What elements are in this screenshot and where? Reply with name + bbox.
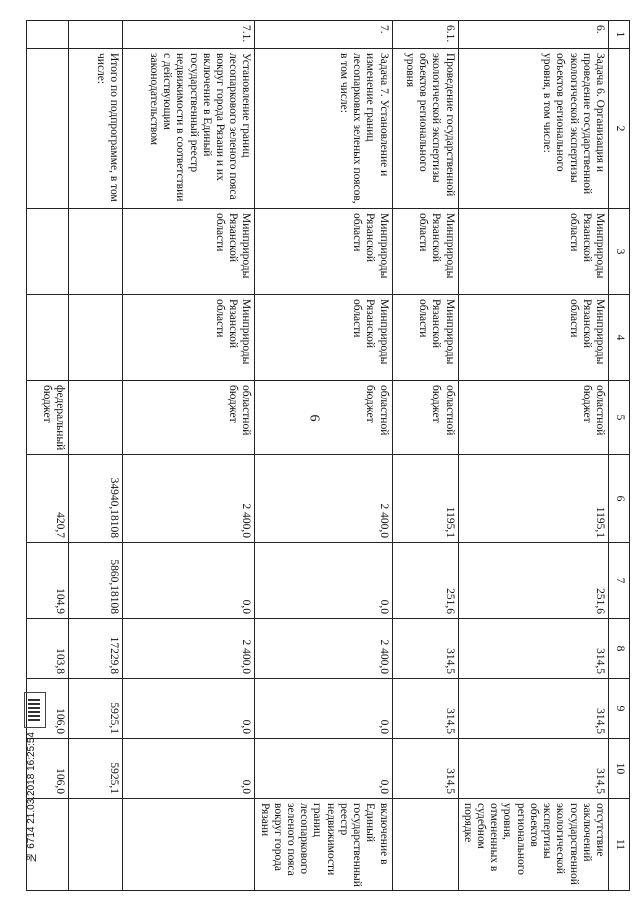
- header-cell: 7: [609, 543, 630, 619]
- page-number: 6: [306, 414, 322, 422]
- cell-y1: 0,0: [123, 543, 255, 619]
- cell-total: 420,7: [27, 455, 69, 543]
- cell-source: областной бюджет: [123, 381, 255, 455]
- cell-number: 6.1.: [392, 21, 458, 49]
- cell-total: 2 400,0: [123, 455, 255, 543]
- stamp-text: № 6714 21.03.2018 16:25:54: [26, 732, 37, 863]
- cell-source: областной бюджет: [458, 381, 608, 455]
- cell-y1: 104,9: [27, 543, 69, 619]
- cell-total: 2 400,0: [255, 455, 392, 543]
- cell-executor: Минприроды Рязанской области: [255, 209, 392, 295]
- cell-task: Задача 7. Установление и изменение границ лесопарковых зеленых поясов, в том числе:: [255, 49, 392, 209]
- cell-task: Установление границ лесопаркового зеленого пояса вокруг города Рязани и их включение в Единый государственный реестр недвижимости в соответствии с действующим законодательством: [123, 49, 255, 209]
- cell-y1: 251,6: [458, 543, 608, 619]
- cell-result: отсутствие заключений государственной экологической экспертизы объектов регионального уровня, отмененных в судебном порядке: [458, 799, 608, 891]
- cell-y4: 5925,1: [69, 739, 123, 799]
- cell-y3: 314,5: [458, 679, 608, 739]
- header-row: [609, 21, 630, 891]
- cell-y4: 0,0: [123, 739, 255, 799]
- cell-y3: 106,0: [27, 679, 69, 739]
- header-cell: 8: [609, 619, 630, 679]
- cell-number: 6.: [458, 21, 608, 49]
- cell-source: областной бюджет: [255, 381, 392, 455]
- cell-administrator: [27, 295, 69, 381]
- cell-executor: [27, 209, 69, 295]
- cell-number: [27, 21, 69, 49]
- cell-executor: Минприроды Рязанской области: [392, 209, 458, 295]
- cell-number: 7.: [255, 21, 392, 49]
- cell-administrator: Минприроды Рязанской области: [255, 295, 392, 381]
- cell-administrator: [69, 295, 123, 381]
- cell-total: 1195,1: [392, 455, 458, 543]
- cell-y1: 251,6: [392, 543, 458, 619]
- cell-y3: 5925,1: [69, 679, 123, 739]
- cell-y4: 314,5: [392, 739, 458, 799]
- cell-y3: 314,5: [392, 679, 458, 739]
- header-cell: 11: [609, 799, 630, 891]
- cell-result: [392, 799, 458, 891]
- cell-source: [69, 381, 123, 455]
- header-cell: 2: [609, 49, 630, 209]
- table-container: [41, 20, 630, 890]
- table-row: [123, 21, 255, 891]
- cell-result: включение в Единый государственный реестр недвижимости границ лесопаркового зеленого пояса вокруг города Рязани: [255, 799, 392, 891]
- cell-result: [123, 799, 255, 891]
- registration-stamp: [20, 672, 52, 887]
- cell-administrator: Минприроды Рязанской области: [123, 295, 255, 381]
- cell-y1: 0,0: [255, 543, 392, 619]
- cell-y1: 5860,18108: [69, 543, 123, 619]
- cell-y4: 0,0: [255, 739, 392, 799]
- cell-y2: 103,8: [27, 619, 69, 679]
- cell-y4: 314,5: [458, 739, 608, 799]
- cell-executor: [69, 209, 123, 295]
- header-cell: 5: [609, 381, 630, 455]
- header-cell: 9: [609, 679, 630, 739]
- cell-task: Проведение государственной экологической экспертизы объектов регионального уровня: [392, 49, 458, 209]
- cell-source: федеральный бюджет: [27, 381, 69, 455]
- cell-y2: 2 400,0: [255, 619, 392, 679]
- cell-executor: Минприроды Рязанской области: [123, 209, 255, 295]
- cell-total: 34940,18108: [69, 455, 123, 543]
- cell-y3: 0,0: [123, 679, 255, 739]
- header-cell: 6: [609, 455, 630, 543]
- cell-task: Итого по подпрограмме, в том числе:: [69, 49, 123, 209]
- stamp-logo-icon: [24, 692, 46, 728]
- header-cell: 1: [609, 21, 630, 49]
- budget-table: [26, 20, 630, 891]
- cell-task: Задача 6. Организация и проведение государственной экологической экспертизы объектов регионального уровня, в том числе:: [458, 49, 608, 209]
- cell-y4: 106,0: [27, 739, 69, 799]
- cell-y2: 17229,8: [69, 619, 123, 679]
- cell-y2: 314,5: [392, 619, 458, 679]
- cell-number: 7.1.: [123, 21, 255, 49]
- table-row: [69, 21, 123, 891]
- cell-executor: Минприроды Рязанской области: [458, 209, 608, 295]
- cell-y2: 2 400,0: [123, 619, 255, 679]
- cell-y3: 0,0: [255, 679, 392, 739]
- cell-source: областной бюджет: [392, 381, 458, 455]
- table-row: [458, 21, 608, 891]
- header-cell: 4: [609, 295, 630, 381]
- cell-y2: 314,5: [458, 619, 608, 679]
- header-cell: 10: [609, 739, 630, 799]
- table-row: [255, 21, 392, 891]
- cell-result: [69, 799, 123, 891]
- cell-number: [69, 21, 123, 49]
- cell-administrator: Минприроды Рязанской области: [392, 295, 458, 381]
- table-row: [392, 21, 458, 891]
- cell-total: 1195,1: [458, 455, 608, 543]
- header-cell: 3: [609, 209, 630, 295]
- cell-task: [27, 49, 69, 209]
- cell-administrator: Минприроды Рязанской области: [458, 295, 608, 381]
